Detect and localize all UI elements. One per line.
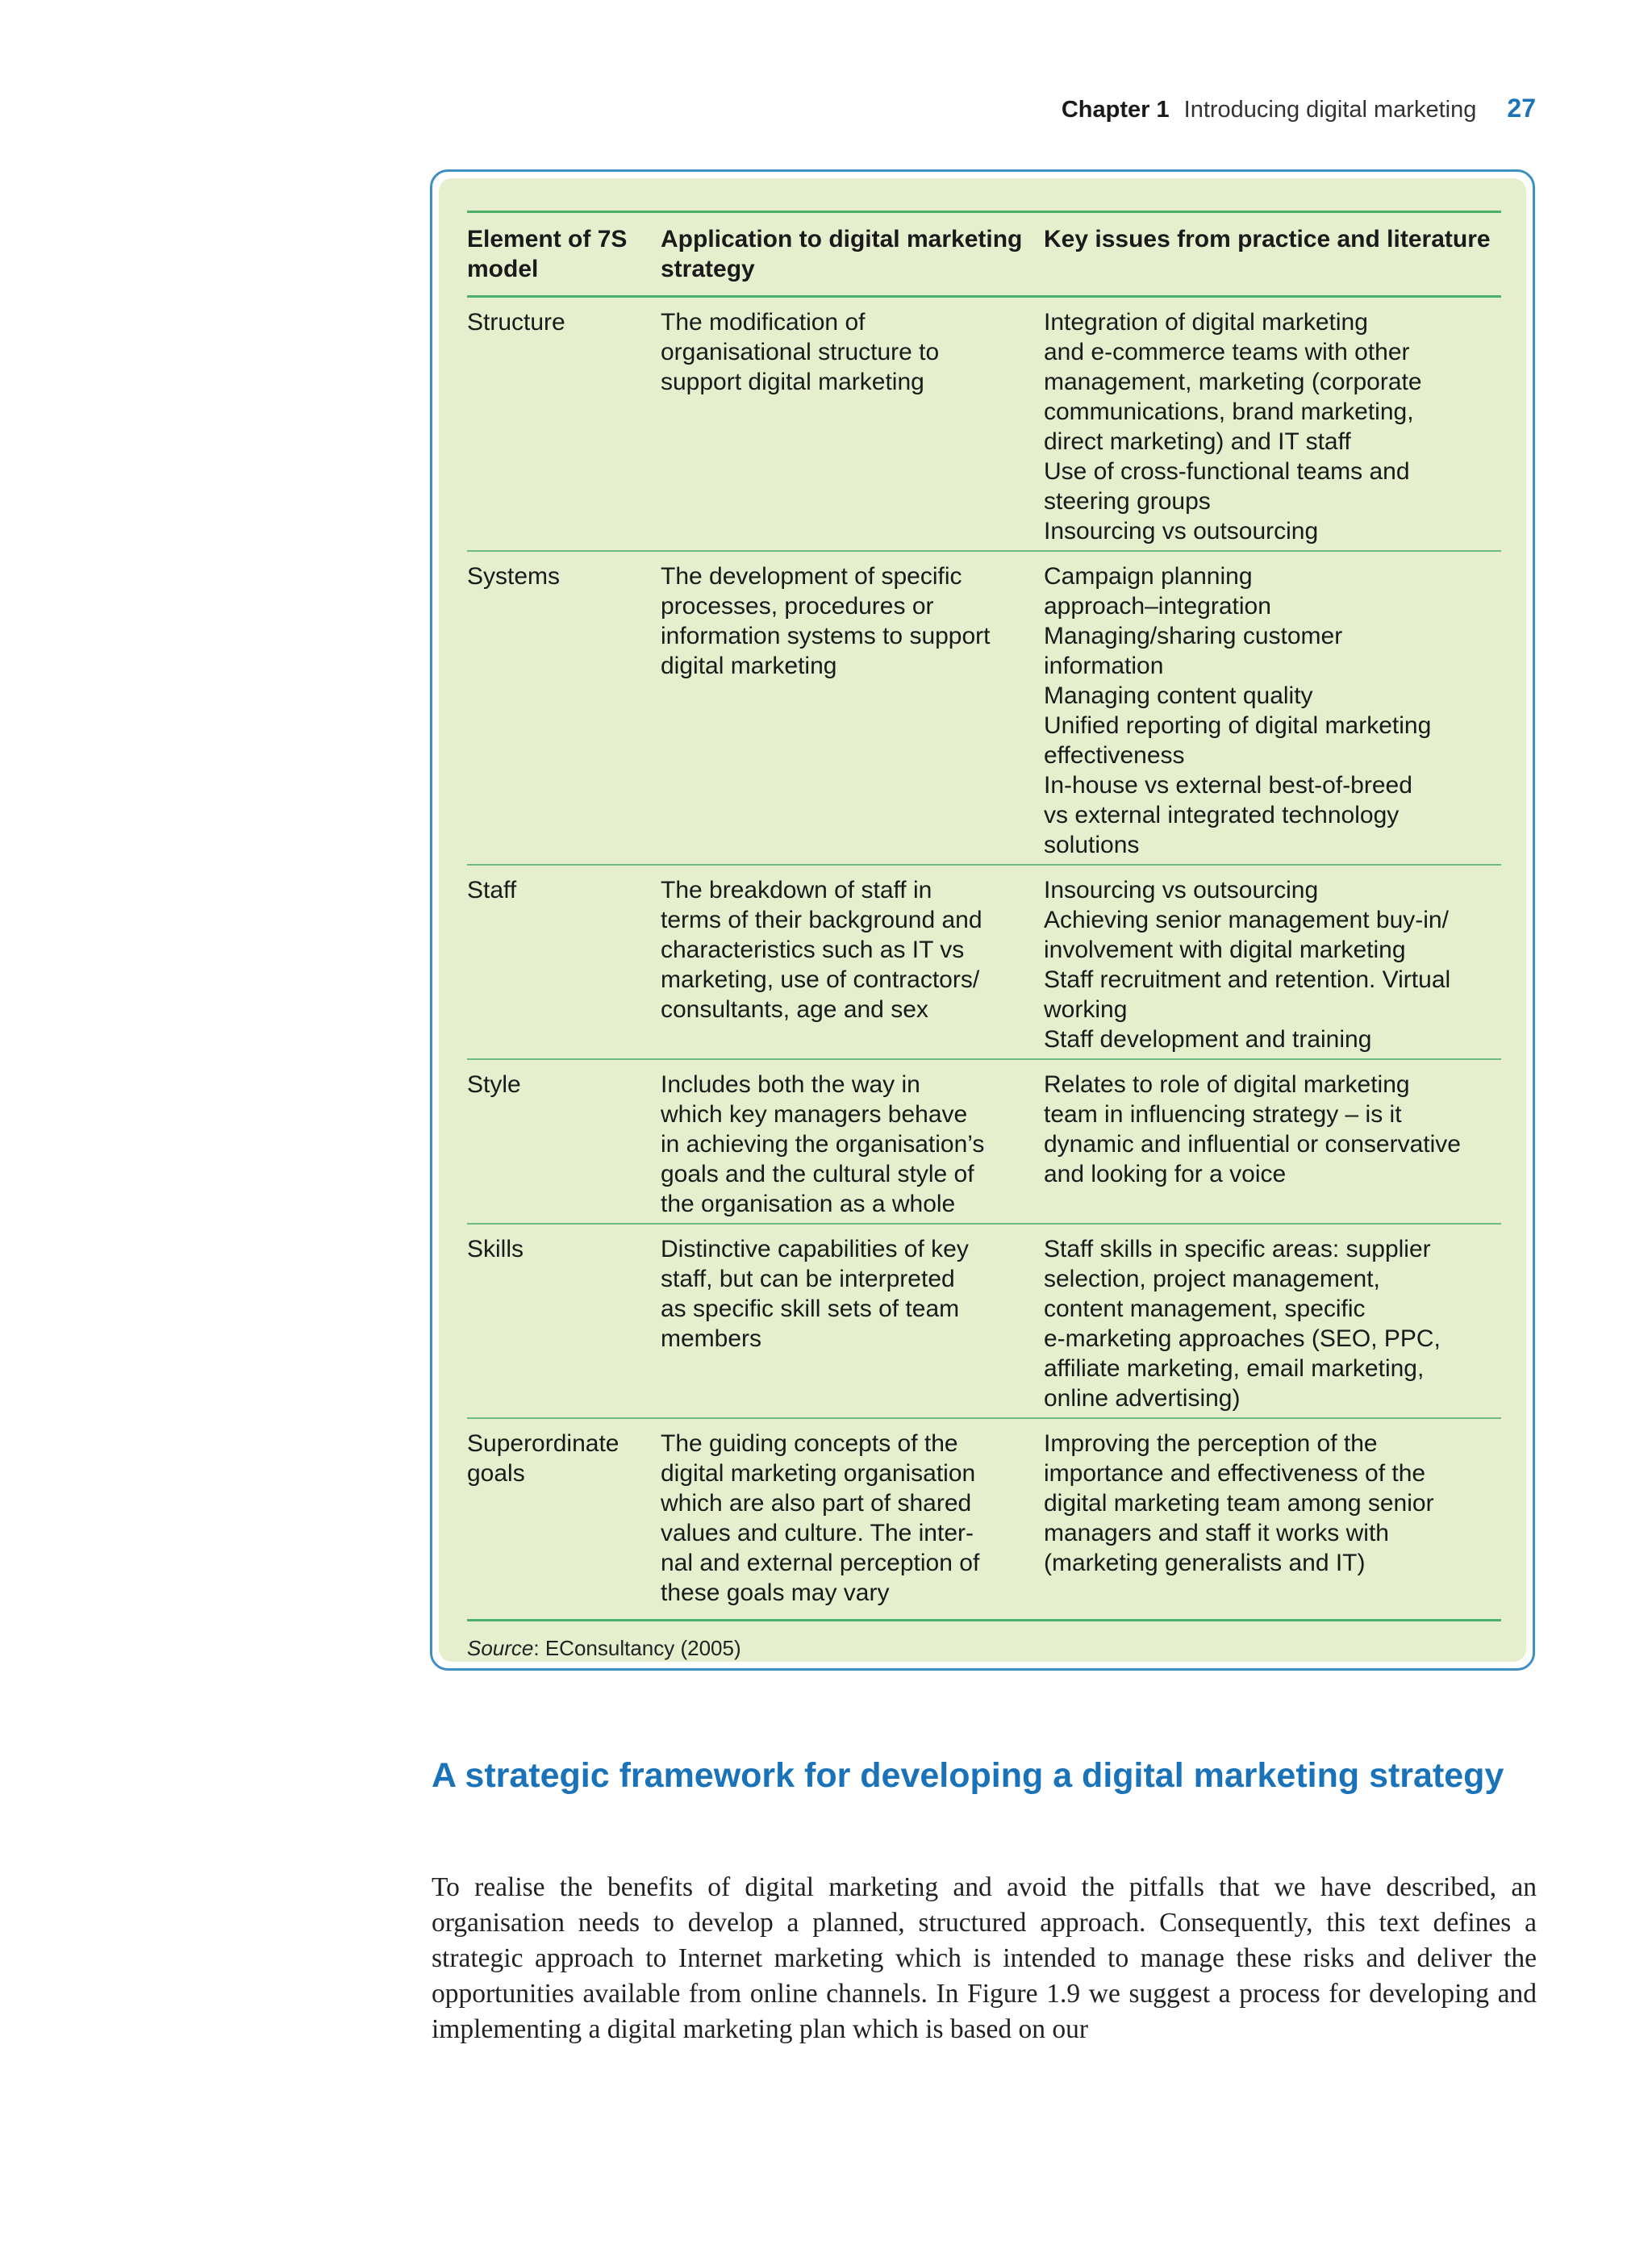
table-cell-application — [661, 865, 1044, 1059]
cell-line: The modification of — [661, 309, 866, 336]
cell-line: as specific skill sets of team — [661, 1296, 960, 1322]
table-body — [467, 297, 1501, 1621]
cell-line: Distinctive capabilities of key — [661, 1236, 969, 1262]
cell-line: dynamic and influential or conservative — [1044, 1131, 1461, 1158]
cell-line: Insourcing vs outsourcing — [1044, 877, 1319, 903]
cell-line: information systems to support — [661, 623, 991, 649]
table-row — [467, 865, 1501, 1059]
body-paragraph: To realise the benefits of digital marketing and avoid the pitfalls that we have described, an organisation needs to develop a planned, structured approach. Consequently, this text defines a strategic approach to Internet marketing which is intended to manage these risks and deliver the opportunities available from online channels. In Figure 1.9 we suggest a process for developing and implementing a digital marketing plan which is based on our — [432, 1872, 1537, 2044]
cell-line: working — [1044, 996, 1128, 1023]
cell-line: Improving the perception of the — [1044, 1430, 1378, 1457]
cell-line: consultants, age and sex — [661, 996, 928, 1023]
table-cell-issues — [1044, 1224, 1501, 1418]
cell-line: digital marketing — [661, 653, 837, 679]
cell-line: in achieving the organisation’s — [661, 1131, 985, 1158]
cell-line: Insourcing vs outsourcing — [1044, 518, 1319, 545]
running-head — [1062, 94, 1536, 123]
cell-line: Use of cross-functional teams and — [1044, 458, 1410, 485]
cell-line: Staff recruitment and retention. Virtual — [1044, 966, 1451, 993]
cell-line: communications, brand marketing, — [1044, 399, 1414, 425]
cell-line: selection, project management, — [1044, 1266, 1380, 1292]
cell-line: approach–integration — [1044, 593, 1271, 620]
cell-line: Staff — [467, 877, 517, 903]
table-cell-application — [661, 551, 1044, 865]
cell-line: affiliate marketing, email marketing, — [1044, 1355, 1425, 1382]
source-text: : EConsultancy (2005) — [533, 1636, 741, 1660]
cell-line: Integration of digital marketing — [1044, 309, 1368, 336]
table-cell-application — [661, 1059, 1044, 1224]
chapter-label: Chapter 1 — [1061, 97, 1170, 123]
cell-line: Staff skills in specific areas: supplier — [1044, 1236, 1431, 1262]
cell-line: effectiveness — [1044, 742, 1185, 769]
cell-line: e-marketing approaches (SEO, PPC, — [1044, 1325, 1441, 1352]
table-cell-issues — [1044, 865, 1501, 1059]
table-header-row — [467, 212, 1501, 297]
cell-line: which key managers behave — [661, 1101, 968, 1128]
cell-line: Achieving senior management buy-in/ — [1044, 907, 1449, 933]
cell-line: (marketing generalists and IT) — [1044, 1550, 1366, 1576]
table-cell-application — [661, 1418, 1044, 1621]
cell-line: digital marketing organisation — [661, 1460, 976, 1487]
cell-line: In-house vs external best-of-breed — [1044, 772, 1412, 799]
table-row — [467, 551, 1501, 865]
cell-line: managers and staff it works with — [1044, 1520, 1389, 1546]
section-heading: A strategic framework for developing a digital marketing strategy — [432, 1756, 1504, 1795]
cell-line: vs external integrated technology — [1044, 802, 1400, 828]
cell-line: involvement with digital marketing — [1044, 937, 1406, 963]
table-box — [430, 169, 1535, 1671]
cell-line: and looking for a voice — [1044, 1161, 1287, 1187]
cell-line: Relates to role of digital marketing — [1044, 1071, 1410, 1098]
table-row — [467, 1224, 1501, 1418]
cell-line: solutions — [1044, 832, 1140, 858]
cell-line: processes, procedures or — [661, 593, 934, 620]
cell-line: Staff development and training — [1044, 1026, 1372, 1053]
cell-line: Structure — [467, 309, 565, 336]
cell-line: importance and effectiveness of the — [1044, 1460, 1426, 1487]
cell-line: terms of their background and — [661, 907, 982, 933]
cell-line: organisational structure to — [661, 339, 940, 365]
cell-line: Systems — [467, 563, 561, 590]
source-label: Source — [467, 1636, 534, 1660]
cell-line: Superordinate — [467, 1430, 620, 1457]
table-cell-issues — [1044, 1059, 1501, 1224]
cell-line: management, marketing (corporate — [1044, 369, 1422, 395]
cell-line: Managing content quality — [1044, 682, 1313, 709]
cell-line: The breakdown of staff in — [661, 877, 932, 903]
column-header: Key issues from practice and literature — [1044, 212, 1501, 297]
page-number: 27 — [1507, 94, 1536, 123]
table-row — [467, 1418, 1501, 1621]
cell-line: online advertising) — [1044, 1385, 1241, 1412]
table-row — [467, 1059, 1501, 1224]
cell-line: members — [661, 1325, 762, 1352]
table-row — [467, 297, 1501, 552]
cell-line: the organisation as a whole — [661, 1191, 956, 1217]
cell-line: content management, specific — [1044, 1296, 1366, 1322]
table-cell-application — [661, 1224, 1044, 1418]
cell-line: which are also part of shared — [661, 1490, 972, 1517]
table-source — [467, 1636, 1498, 1661]
table-cell-element — [467, 1224, 661, 1418]
table-cell-issues — [1044, 297, 1501, 552]
table-cell-element — [467, 551, 661, 865]
column-header: Element of 7S model — [467, 212, 661, 297]
column-header: Application to digital marketing strategy — [661, 212, 1044, 297]
cell-line: Campaign planning — [1044, 563, 1253, 590]
table-cell-element — [467, 1059, 661, 1224]
cell-line: team in influencing strategy – is it — [1044, 1101, 1402, 1128]
cell-line: and e-commerce teams with other — [1044, 339, 1410, 365]
cell-line: Includes both the way in — [661, 1071, 920, 1098]
cell-line: information — [1044, 653, 1164, 679]
cell-line: these goals may vary — [661, 1579, 890, 1606]
cell-line: support digital marketing — [661, 369, 924, 395]
cell-line: goals and the cultural style of — [661, 1161, 974, 1187]
table-cell-application — [661, 297, 1044, 552]
table-cell-issues — [1044, 1418, 1501, 1621]
cell-line: The development of specific — [661, 563, 962, 590]
chapter-title: Introducing digital marketing — [1183, 97, 1477, 123]
cell-line: values and culture. The inter- — [661, 1520, 974, 1546]
cell-line: steering groups — [1044, 488, 1211, 515]
cell-line: Unified reporting of digital marketing — [1044, 712, 1432, 739]
seven-s-table — [467, 211, 1501, 1621]
cell-line: digital marketing team among senior — [1044, 1490, 1434, 1517]
table-cell-element — [467, 1418, 661, 1621]
cell-line: staff, but can be interpreted — [661, 1266, 955, 1292]
table-cell-issues — [1044, 551, 1501, 865]
cell-line: Style — [467, 1071, 521, 1098]
cell-line: The guiding concepts of the — [661, 1430, 958, 1457]
cell-line: goals — [467, 1460, 525, 1487]
cell-line: Skills — [467, 1236, 524, 1262]
table-cell-element — [467, 865, 661, 1059]
cell-line: marketing, use of contractors/ — [661, 966, 980, 993]
table-box-inner — [439, 178, 1526, 1662]
cell-line: characteristics such as IT vs — [661, 937, 965, 963]
cell-line: direct marketing) and IT staff — [1044, 428, 1351, 455]
cell-line: Managing/sharing customer — [1044, 623, 1343, 649]
table-cell-element — [467, 297, 661, 552]
cell-line: nal and external perception of — [661, 1550, 980, 1576]
